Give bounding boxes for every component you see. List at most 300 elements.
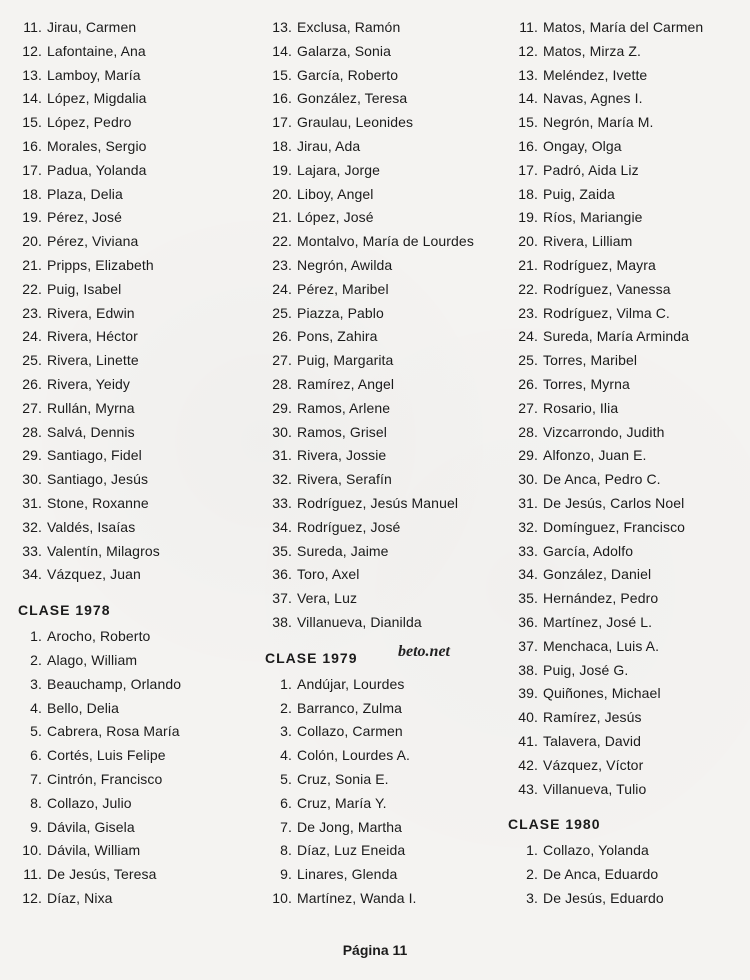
list-item-name: Puig, José G. <box>543 661 629 678</box>
list-item <box>508 563 748 587</box>
list-item-number: 18. <box>272 137 292 154</box>
list-item <box>508 135 748 159</box>
list-item-name: Stone, Roxanne <box>47 494 149 511</box>
list-item-name: Beauchamp, Orlando <box>47 675 182 692</box>
list-item <box>18 444 258 468</box>
list-item-number: 33. <box>272 494 292 511</box>
list-item <box>508 87 748 111</box>
list-item <box>18 839 258 863</box>
list-item-name: Rivera, Edwin <box>47 304 135 321</box>
list-item-name: Vázquez, Juan <box>47 566 141 583</box>
list-item-number: 22. <box>272 233 292 250</box>
list-item-name: Torres, Myrna <box>543 375 630 392</box>
list-item-name: Rodríguez, Mayra <box>543 256 656 273</box>
list-item-number: 12. <box>518 42 538 59</box>
list-item-name: Dávila, William <box>47 842 141 859</box>
list-item-name: Ramos, Grisel <box>297 423 387 440</box>
list-item <box>262 839 502 863</box>
list-item <box>262 792 502 816</box>
list-item-name: Collazo, Carmen <box>297 723 403 740</box>
list-item-number: 28. <box>22 423 42 440</box>
list-item-name: Alfonzo, Juan E. <box>543 447 647 464</box>
list-item <box>508 887 748 911</box>
list-item-number: 22. <box>22 280 42 297</box>
list-item-name: Exclusa, Ramón <box>297 19 401 35</box>
list-item-name: Plaza, Delia <box>47 185 123 202</box>
list-item-number: 15. <box>272 66 292 83</box>
list-item <box>262 673 502 697</box>
list-item-number: 26. <box>22 375 42 392</box>
list-item <box>18 468 258 492</box>
list-item-number: 13. <box>22 66 42 83</box>
list-item <box>262 587 502 611</box>
list-item-name: Cintrón, Francisco <box>47 770 163 787</box>
list-item <box>262 16 502 40</box>
list-item <box>18 64 258 88</box>
list-item <box>508 516 748 540</box>
list-item <box>508 397 748 421</box>
list-item-name: Puig, Isabel <box>47 280 122 297</box>
list-item-number: 7. <box>280 818 292 835</box>
list-item <box>18 254 258 278</box>
list-item <box>508 754 748 778</box>
list-item-number: 23. <box>22 304 42 321</box>
list-item-name: Rivera, Linette <box>47 352 139 369</box>
list-item <box>262 863 502 887</box>
list-item-name: Salvá, Dennis <box>47 423 135 440</box>
list-item <box>262 40 502 64</box>
list-item-name: Rosario, Ilia <box>543 399 619 416</box>
list-item-name: López, Migdalia <box>47 90 147 107</box>
list-item <box>18 792 258 816</box>
list-item <box>508 682 748 706</box>
list-item-number: 35. <box>272 542 292 559</box>
list-item-number: 36. <box>518 613 538 630</box>
list-item-number: 6. <box>280 794 292 811</box>
list-item-number: 29. <box>272 399 292 416</box>
list-item-number: 8. <box>280 842 292 859</box>
list-item-name: García, Roberto <box>297 66 399 83</box>
list-item <box>18 278 258 302</box>
list-item <box>262 111 502 135</box>
list-item-name: García, Adolfo <box>543 542 634 559</box>
list-item-name: Hernández, Pedro <box>543 590 659 607</box>
list-item-number: 12. <box>22 889 42 906</box>
list-item-number: 29. <box>22 447 42 464</box>
list-item <box>508 778 748 802</box>
list-item-name: Colón, Lourdes A. <box>297 747 410 764</box>
list-item-number: 21. <box>22 256 42 273</box>
list-item-name: Ongay, Olga <box>543 137 622 154</box>
list-item <box>262 468 502 492</box>
list-item-number: 26. <box>518 375 538 392</box>
list-item <box>262 516 502 540</box>
list-item-number: 19. <box>22 209 42 226</box>
list-item <box>18 816 258 840</box>
list-item <box>508 302 748 326</box>
list-item-number: 19. <box>518 209 538 226</box>
list-item-number: 31. <box>272 447 292 464</box>
list-item-name: Villanueva, Dianilda <box>297 613 422 630</box>
list-item <box>508 492 748 516</box>
list-item-number: 33. <box>518 542 538 559</box>
list-item-number: 17. <box>518 161 538 178</box>
list-item-number: 15. <box>22 114 42 131</box>
list-item <box>508 863 748 887</box>
list-item <box>262 302 502 326</box>
list-item-name: Sureda, María Arminda <box>543 328 690 345</box>
list-item <box>18 649 258 673</box>
list-item-number: 6. <box>30 747 42 764</box>
class-heading: CLASE 1980 <box>508 816 601 833</box>
list-item <box>508 325 748 349</box>
list-item-number: 30. <box>272 423 292 440</box>
list-item-name: Talavera, David <box>543 732 641 749</box>
list-item <box>18 206 258 230</box>
list-item-number: 2. <box>280 699 292 716</box>
list-item-name: Andújar, Lourdes <box>297 675 405 692</box>
list-item-number: 26. <box>272 328 292 345</box>
list-item <box>262 254 502 278</box>
list-item <box>262 64 502 88</box>
list-item <box>508 16 748 40</box>
list-item <box>18 492 258 516</box>
list-item-number: 20. <box>518 233 538 250</box>
list-item-number: 32. <box>518 518 538 535</box>
list-item-name: Collazo, Yolanda <box>543 842 649 859</box>
list-item-name: Rivera, Lilliam <box>543 233 633 250</box>
list-item <box>508 64 748 88</box>
list-item <box>262 492 502 516</box>
list-item <box>18 563 258 587</box>
list-item-number: 30. <box>518 471 538 488</box>
column-3 <box>508 16 748 911</box>
list-item-number: 7. <box>30 770 42 787</box>
list-item-number: 10. <box>22 842 42 859</box>
list-item <box>18 673 258 697</box>
list-item <box>508 659 748 683</box>
list-item-number: 32. <box>272 471 292 488</box>
list-item-name: Menchaca, Luis A. <box>543 637 660 654</box>
list-item-name: Liboy, Angel <box>297 185 374 202</box>
list-item-name: Linares, Glenda <box>297 866 398 883</box>
list-item-name: Valentín, Milagros <box>47 542 160 559</box>
list-item-name: Lamboy, María <box>47 66 141 83</box>
list-item <box>18 302 258 326</box>
list-item-name: Matos, María del Carmen <box>543 19 704 35</box>
list-item-name: Navas, Agnes I. <box>543 90 643 107</box>
list-item-name: Puig, Margarita <box>297 352 394 369</box>
list-item-name: Vizcarrondo, Judith <box>543 423 665 440</box>
list-item-name: De Jesús, Carlos Noel <box>543 494 685 511</box>
list-item <box>508 373 748 397</box>
list-item <box>18 744 258 768</box>
list-item-name: Ramos, Arlene <box>297 399 391 416</box>
list-item-name: Pons, Zahira <box>297 328 378 345</box>
list-item-name: Toro, Axel <box>297 566 360 583</box>
list-item-name: Alago, William <box>47 651 138 668</box>
list-item-number: 25. <box>518 352 538 369</box>
list-item <box>262 349 502 373</box>
list-item-name: Collazo, Julio <box>47 794 132 811</box>
list-item-number: 38. <box>518 661 538 678</box>
list-item-name: De Jesús, Teresa <box>47 866 157 883</box>
list-item-number: 12. <box>22 42 42 59</box>
list-item <box>508 159 748 183</box>
list-item-name: Matos, Mirza Z. <box>543 42 641 59</box>
list-item-number: 1. <box>30 628 42 645</box>
list-item-number: 34. <box>272 518 292 535</box>
list-item-name: Valdés, Isaías <box>47 518 136 535</box>
list-item-number: 24. <box>518 328 538 345</box>
list-item <box>18 863 258 887</box>
list-item-name: Rodríguez, Jesús Manuel <box>297 494 459 511</box>
list-item-number: 40. <box>518 709 538 726</box>
list-item-name: Morales, Sergio <box>47 137 147 154</box>
column-1 <box>18 16 258 911</box>
list-item-number: 39. <box>518 685 538 702</box>
list-item <box>262 697 502 721</box>
list-item <box>508 421 748 445</box>
list-item-name: Jirau, Ada <box>297 137 361 154</box>
list-item-number: 11. <box>519 19 538 35</box>
list-item <box>508 706 748 730</box>
list-item <box>18 397 258 421</box>
list-item-name: Arocho, Roberto <box>47 628 151 645</box>
list-item <box>18 159 258 183</box>
list-item-name: Rivera, Yeidy <box>47 375 131 392</box>
list-item-number: 20. <box>22 233 42 250</box>
list-item-name: Ramírez, Jesús <box>543 709 642 726</box>
list-item-number: 31. <box>518 494 538 511</box>
list-item <box>508 611 748 635</box>
list-item-number: 8. <box>30 794 42 811</box>
list-item <box>18 373 258 397</box>
list-item-number: 14. <box>272 42 292 59</box>
list-item-number: 16. <box>518 137 538 154</box>
list-item-name: Rodríguez, Vanessa <box>543 280 671 297</box>
list-item-name: Díaz, Nixa <box>47 889 113 906</box>
list-item <box>18 16 258 40</box>
list-item-number: 20. <box>272 185 292 202</box>
page-number: Página 11 <box>342 942 408 958</box>
list-item-number: 27. <box>22 399 42 416</box>
list-item-name: Vera, Luz <box>297 590 358 607</box>
list-item-number: 16. <box>272 90 292 107</box>
list-item-name: De Jong, Martha <box>297 818 402 835</box>
list-item-number: 21. <box>272 209 292 226</box>
list-item <box>508 540 748 564</box>
list-item-number: 2. <box>526 866 538 883</box>
list-item <box>508 468 748 492</box>
list-item-number: 1. <box>526 842 538 859</box>
list-item <box>508 40 748 64</box>
list-item-name: Ríos, Mariangie <box>543 209 643 226</box>
list-item-name: Díaz, Luz Eneida <box>297 842 406 859</box>
list-item-name: Rullán, Myrna <box>47 399 135 416</box>
list-item-number: 23. <box>272 256 292 273</box>
list-item-name: Santiago, Jesús <box>47 471 149 488</box>
list-item-number: 25. <box>272 304 292 321</box>
list-item-name: Cortés, Luis Felipe <box>47 747 166 764</box>
list-item-number: 28. <box>518 423 538 440</box>
list-item-number: 41. <box>518 732 538 749</box>
list-item-number: 24. <box>272 280 292 297</box>
list-item-number: 29. <box>518 447 538 464</box>
list-item <box>508 444 748 468</box>
list-item-name: Martínez, José L. <box>543 613 653 630</box>
list-item-name: De Anca, Eduardo <box>543 866 659 883</box>
list-item-name: Lafontaine, Ana <box>47 42 146 59</box>
list-item <box>508 111 748 135</box>
list-item <box>262 183 502 207</box>
list-item-number: 24. <box>22 328 42 345</box>
class-heading: CLASE 1979 <box>265 649 358 666</box>
list-item <box>262 563 502 587</box>
list-item-number: 16. <box>22 137 42 154</box>
list-item <box>262 720 502 744</box>
list-item-number: 27. <box>272 352 292 369</box>
list-item <box>18 183 258 207</box>
list-item <box>18 230 258 254</box>
list-item <box>18 135 258 159</box>
list-item-number: 37. <box>518 637 538 654</box>
list-item-name: Cruz, Sonia E. <box>297 770 389 787</box>
list-item-name: Ramírez, Angel <box>297 375 395 392</box>
class-heading: CLASE 1978 <box>18 602 111 619</box>
list-item <box>262 325 502 349</box>
list-item <box>262 444 502 468</box>
list-item-number: 33. <box>22 542 42 559</box>
list-item-number: 4. <box>280 747 292 764</box>
list-item-name: De Anca, Pedro C. <box>543 471 661 488</box>
list-item <box>262 397 502 421</box>
list-item <box>508 183 748 207</box>
list-item-name: Rivera, Serafín <box>297 471 392 488</box>
list-item-name: Cabrera, Rosa María <box>47 723 180 740</box>
list-item-name: Meléndez, Ivette <box>543 66 648 83</box>
list-item-name: Padua, Yolanda <box>47 161 147 178</box>
list-item-name: Galarza, Sonia <box>297 42 392 59</box>
list-item-number: 18. <box>518 185 538 202</box>
list-item-number: 19. <box>272 161 292 178</box>
list-item-name: Puig, Zaida <box>543 185 615 202</box>
list-item-name: Pérez, Viviana <box>47 233 139 250</box>
list-item-name: Rodríguez, José <box>297 518 401 535</box>
list-item-number: 17. <box>272 114 292 131</box>
list-item-name: De Jesús, Eduardo <box>543 889 664 906</box>
list-item <box>262 230 502 254</box>
list-item-name: Padró, Aida Liz <box>543 161 639 178</box>
list-item-name: Bello, Delia <box>47 699 120 716</box>
list-item <box>18 887 258 911</box>
list-item-number: 22. <box>518 280 538 297</box>
list-item <box>18 349 258 373</box>
list-item-number: 11. <box>23 866 42 883</box>
list-item <box>18 325 258 349</box>
list-item-number: 4. <box>30 699 42 716</box>
list-item <box>18 768 258 792</box>
list-item-number: 3. <box>30 675 42 692</box>
list-item-number: 10. <box>272 889 292 906</box>
list-item-number: 3. <box>526 889 538 906</box>
list-item-number: 14. <box>518 90 538 107</box>
list-item-number: 25. <box>22 352 42 369</box>
list-item-number: 15. <box>518 114 538 131</box>
list-item-name: Piazza, Pablo <box>297 304 384 321</box>
list-item-name: Cruz, María Y. <box>297 794 387 811</box>
list-item <box>508 278 748 302</box>
list-item-name: Jirau, Carmen <box>47 19 137 35</box>
list-item-name: Montalvo, María de Lourdes <box>297 233 474 250</box>
list-item-name: Pérez, José <box>47 209 123 226</box>
list-item-name: Quiñones, Michael <box>543 685 661 702</box>
list-item-name: Sureda, Jaime <box>297 542 389 559</box>
list-item-number: 5. <box>280 770 292 787</box>
list-item <box>508 730 748 754</box>
list-item-number: 5. <box>30 723 42 740</box>
list-item-number: 28. <box>272 375 292 392</box>
list-item-name: Negrón, María M. <box>543 114 654 131</box>
list-item-number: 17. <box>22 161 42 178</box>
list-item-name: Pripps, Elizabeth <box>47 256 154 273</box>
list-item-number: 34. <box>518 566 538 583</box>
column-2 <box>262 16 502 911</box>
list-item <box>18 720 258 744</box>
list-item <box>262 744 502 768</box>
list-item-name: López, José <box>297 209 374 226</box>
list-item-number: 11. <box>23 19 42 35</box>
list-item-name: Dávila, Gisela <box>47 818 135 835</box>
list-item-number: 32. <box>22 518 42 535</box>
list-item-number: 9. <box>280 866 292 883</box>
list-item <box>262 816 502 840</box>
list-item <box>262 887 502 911</box>
list-item-number: 36. <box>272 566 292 583</box>
list-item-name: González, Teresa <box>297 90 408 107</box>
list-item-name: Domínguez, Francisco <box>543 518 686 535</box>
list-item-name: Rivera, Jossie <box>297 447 387 464</box>
list-item <box>18 421 258 445</box>
list-item <box>262 87 502 111</box>
list-item-number: 13. <box>518 66 538 83</box>
list-item <box>18 40 258 64</box>
list-item <box>262 540 502 564</box>
list-item-number: 34. <box>22 566 42 583</box>
list-item-number: 27. <box>518 399 538 416</box>
list-item-number: 43. <box>518 780 538 797</box>
list-item-number: 23. <box>518 304 538 321</box>
list-item-name: López, Pedro <box>47 114 132 131</box>
list-item-number: 37. <box>272 590 292 607</box>
list-item-number: 2. <box>30 651 42 668</box>
list-item-name: Torres, Maribel <box>543 352 638 369</box>
list-item <box>262 159 502 183</box>
list-item-number: 1. <box>280 675 292 692</box>
list-item-number: 9. <box>30 818 42 835</box>
list-item-number: 42. <box>518 756 538 773</box>
list-item <box>18 516 258 540</box>
list-item-name: Graulau, Leonides <box>297 114 414 131</box>
list-item-number: 18. <box>22 185 42 202</box>
list-item-name: Rodríguez, Vilma C. <box>543 304 670 321</box>
list-item-number: 13. <box>272 19 292 35</box>
list-item-name: Barranco, Zulma <box>297 699 402 716</box>
list-item <box>508 349 748 373</box>
list-item-name: Villanueva, Tulio <box>543 780 647 797</box>
list-item-name: González, Daniel <box>543 566 652 583</box>
list-item-name: Pérez, Maribel <box>297 280 389 297</box>
